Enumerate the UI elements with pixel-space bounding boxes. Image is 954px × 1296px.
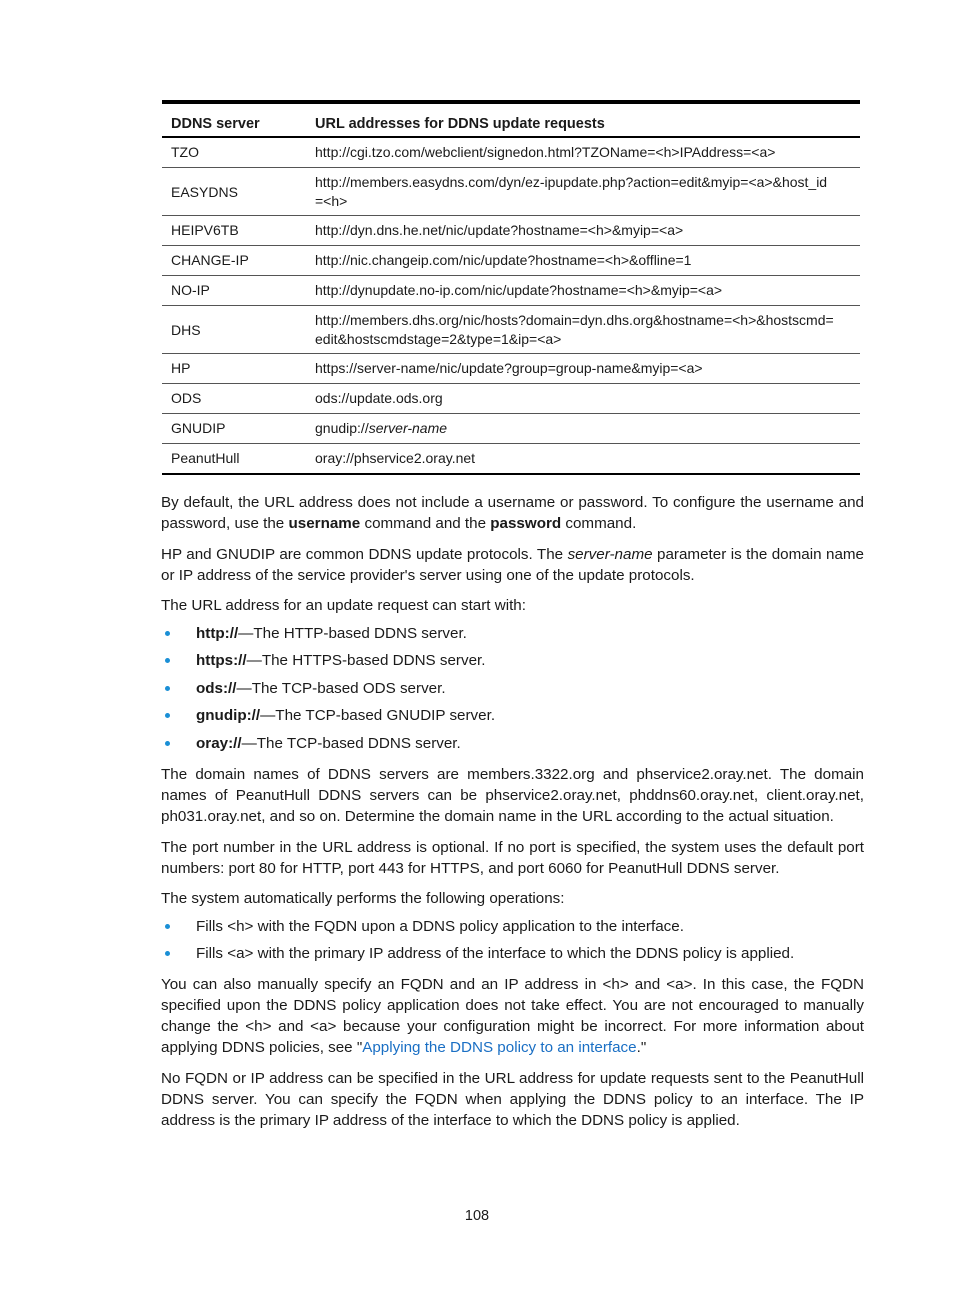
server-cell: PeanutHull [162,444,306,475]
table-row [162,444,860,475]
paragraph-protocols: HP and GNUDIP are common DDNS update protocols. The server-name parameter is the domain name or IP address of the service provider's server using one of the update protocols. [161,546,864,584]
header-url-addresses: URL addresses for DDNS update requests [306,102,860,137]
bullet-icon [165,631,170,636]
server-cell: HEIPV6TB [162,216,306,246]
keyword-password: password [490,515,562,532]
table-row [162,276,860,306]
table-row [162,306,860,354]
url-cell: http://nic.changeip.com/nic/update?hostname=<h>&offline=1 [306,246,860,276]
table-row [162,354,860,384]
table-row [162,414,860,444]
url-cell: oray://phservice2.oray.net [306,444,860,475]
bullet-icon [165,924,170,929]
paragraph-port: The port number in the URL address is optional. If no port is specified, the system uses the default port numbers: port 80 for HTTP, port 443 for HTTPS, and port 6060 for PeanutHull DDNS server. [161,839,864,877]
server-cell: GNUDIP [162,414,306,444]
table-row [162,137,860,168]
paragraph-credentials: By default, the URL address does not include a username or password. To configure the username and password, use the username command and the password command. [161,494,864,532]
server-cell: DHS [162,306,306,354]
url-cell: https://server-name/nic/update?group=group-name&myip=<a> [306,354,860,384]
table-header-row [162,102,860,137]
table-row [162,216,860,246]
bullet-icon [165,741,170,746]
table-row [162,384,860,414]
server-cell: NO-IP [162,276,306,306]
url-cell: http://dyn.dns.he.net/nic/update?hostname=<h>&myip=<a> [306,216,860,246]
bullet-icon [165,658,170,663]
url-cell: http://members.dhs.org/nic/hosts?domain=dyn.dhs.org&hostname=<h>&hostscmd= edit&hostscmdstage=2&type=1&ip=<a> [306,306,860,354]
keyword-username: username [288,515,361,532]
bullet-icon [165,713,170,718]
server-cell: CHANGE-IP [162,246,306,276]
server-cell: TZO [162,137,306,168]
url-cell: http://cgi.tzo.com/webclient/signedon.html?TZOName=<h>IPAddress=<a> [306,137,860,168]
link-applying-ddns-policy[interactable]: Applying the DDNS policy to an interface [362,1039,637,1056]
ddns-url-table [162,100,860,475]
bullet-icon [165,686,170,691]
paragraph-operations: The system automatically performs the following operations: [161,890,565,907]
param-server-name: server-name [567,546,653,563]
header-ddns-server: DDNS server [162,102,306,137]
table-row [162,246,860,276]
page-number: 108 [464,1208,490,1224]
bullet-icon [165,951,170,956]
url-prefix: gnudip:// [315,420,369,436]
url-cell [306,414,860,444]
paragraph-peanuthull: No FQDN or IP address can be specified in the URL address for update requests sent to the PeanutHull DDNS server. You can specify the FQDN when applying the DDNS policy to an interface. The IP address is the primary IP address of the interface to which the DDNS policy is applied. [161,1070,864,1129]
url-cell: ods://update.ods.org [306,384,860,414]
server-cell: EASYDNS [162,168,306,216]
server-cell: ODS [162,384,306,414]
server-cell: HP [162,354,306,384]
paragraph-manual-fqdn: You can also manually specify an FQDN and an IP address in <h> and <a>. In this case, the FQDN specified upon the DDNS policy application does not take effect. You are not encouraged to manually change the <h> and <a> because your configuration might be incorrect. For more information about applying DDNS policies, see "Applying the DDNS policy to an interface." [161,976,864,1056]
table-row [162,168,860,216]
url-cell: http://dynupdate.no-ip.com/nic/update?hostname=<h>&myip=<a> [306,276,860,306]
url-italic-param: server-name [368,420,448,436]
url-cell: http://members.easydns.com/dyn/ez-ipupdate.php?action=edit&myip=<a>&host_id =<h> [306,168,860,216]
paragraph-domain-names: The domain names of DDNS servers are members.3322.org and phservice2.oray.net. The domain names of PeanutHull DDNS servers can be phservice2.oray.net, phddns60.oray.net, client.oray.net, ph031.oray.net, and so on. Determine the domain name in the URL according to the actual situation. [161,766,864,825]
document-page: DDNS server URL addresses for DDNS update requests TZO http://cgi.tzo.com/webclient/signedon.html?TZOName=<h>IPAddress=<a> EASYDNS http://members.easydns.com/dyn/ez-ipupdate.php?action=edit&myip=<a>&host_id =<h> HEIPV6TB http://dyn.dns.he.net/nic/update?hostname=<h>&myip=<a> CHANGE-IP http://nic.changeip.com/nic/update?hostname=<h>&offline=1 NO-IP http://dynupdate.no-ip.com/nic/update?hostname=<h>&myip=<a> DHS http://members.dhs.org/nic/hosts?domain=dyn.dhs.org&hostname=<h>&hostscmd= edit&hostscmdstage=2&type=1&ip=<a> HP https://server-name/nic/update?group=group-name&myip=<a> ODS ods://update.ods.org GNUDIP gnudip://server-name PeanutHull oray://phservice2.oray.net By default, the URL address does not include a username or password. To configure the username and password, use the username command and the password command. HP and GNUDIP are common DDNS update protocols. The server-name parameter is the domain name or IP address of the service provider's server using one of the update protocols. The URL address for an update request can start with: http://—The HTTP-based DDNS server. https://—The HTTPS-based DDNS server. ods://—The TCP-based ODS server. gnudip://—The TCP-based GNUDIP server. oray://—The TCP-based DDNS server. The domain names of DDNS servers are members.3322.org and phservice2.oray.net. The domain names of PeanutHull DDNS servers can be phservice2.oray.net, phddns60.oray.net, client.oray.net, ph031.oray.net, and so on. Determine the domain name in the URL according to the actual situation. The port number in the URL address is optional. If no port is specified, the system uses the default port numbers: port 80 for HTTP, port 443 for HTTPS, and port 6060 for PeanutHull DDNS server. The system automatically performs the following operations: Fills <h> with the FQDN upon a DDNS policy application to the interface. Fills <a> with the primary IP address of the interface to which the DDNS policy is applied. You can also manually specify an FQDN and an IP address in <h> and <a>. In this case, the FQDN specified upon the DDNS policy application does not take effect. You are not encouraged to manually change the <h> and <a> because your configuration might be incorrect. For more information about applying DDNS policies, see "Applying the DDNS policy to an interface." No FQDN or IP address can be specified in the URL address for update requests sent to the PeanutHull DDNS server. You can specify the FQDN when applying the DDNS policy to an interface. The IP address is the primary IP address of the interface to which the DDNS policy is applied. 108 [0,0,954,1296]
paragraph-url-start: The URL address for an update request can start with: [161,597,526,614]
